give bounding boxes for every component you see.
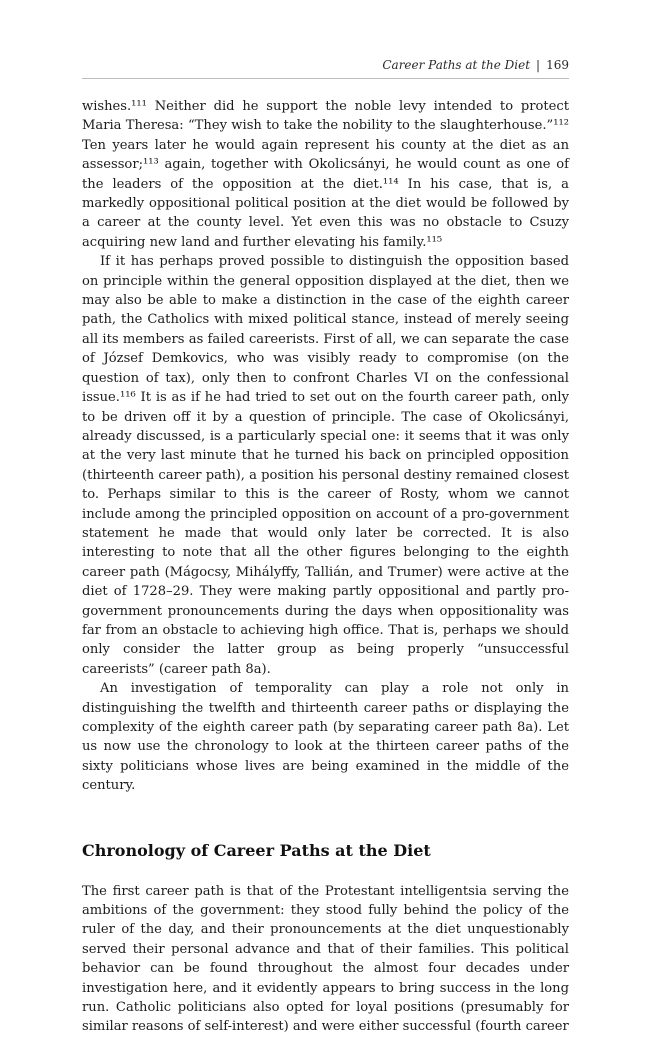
section-paragraph-1: The first career path is that of the Protestant intelligentsia serving the ambitions of the government: they stood fully behind the policy of the ruler of the day, and their pronouncements at the diet unquestionably served their personal advance and that of their families. This political behavior can be found throughout the almost four decades under investigation here, and it evidently appears to bring success in the long run. Catholic politicians also opted for loyal positions (presumably for similar reasons of self-interest) and were either successful (fourth career bbox=[82, 883, 569, 1035]
section-heading: Chronology of Career Paths at the Diet bbox=[82, 840, 431, 860]
running-header bbox=[82, 56, 569, 74]
paragraph-2: If it has perhaps proved possible to distinguish the opposition based on principle within the general opposition displayed at the diet, then we may also be able to make a distinction in the case of the eighth career path, the Catholics with mixed political stance, instead of merely seeing all its members as failed careerists. First of all, we can separate the case of József Demkovics, who was visibly ready to compromise (on the question of tax), only then to confront Charles VI on the confessional issue.¹¹⁶ It is as if he had tried to set out on the fourth career path, only to be driven off it by a question of principle. The case of Okolicsányi, already discussed, is a particularly special one: it seems that it was only at the very last minute that he turned his back on principled opposition (thirteenth career path), a position his personal destiny remained closest to. Perhaps similar to this is the career of Rosty, whom we cannot include among the principled opposition on account of a pro-government statement he made that would only later be corrected. It is also interesting to note that all the other figures belonging to the eighth career path (Mágocsy, Mihályffy, Tallián, and Trumer) were active at the diet of 1728–29. They were making partly oppositional and partly pro-government pronouncements during the days when oppositionality was far from an obstacle to achieving high office. That is, perhaps we should only consider the latter group as being properly “unsuccessful careerists” (career path 8a). bbox=[82, 254, 569, 677]
paragraph-3: An investigation of temporality can play a role not only in distinguishing the twelfth and thirteenth career paths or displaying the complexity of the eighth career path (by separating career path 8a). Let us now use the chronology to look at the thirteen career paths of the sixty politicians whose lives are being examined in the middle of the century. bbox=[82, 681, 569, 794]
paragraph-1: wishes.¹¹¹ Neither did he support the noble levy intended to protect Maria Theresa: “They wish to take the nobility to the slaughterhouse.”¹¹² Ten years later he would again represent his county at the diet as an assessor;¹¹³ again, together with Okolicsányi, he would count as one of the leaders of the opposition at the diet.¹¹⁴ In his case, that is, a markedly oppositional political position at the diet would be followed by a career at the county level. Yet even this was no obstacle to Csuzy acquiring new land and further elevating his family.¹¹⁵ bbox=[82, 99, 569, 250]
page-number: 169 bbox=[546, 58, 569, 72]
section-body-text bbox=[82, 882, 569, 1037]
book-page bbox=[82, 56, 569, 1037]
body-text bbox=[82, 97, 569, 796]
header-separator: | bbox=[536, 58, 541, 72]
running-title: Career Paths at the Diet bbox=[382, 58, 531, 72]
header-rule bbox=[82, 78, 569, 79]
